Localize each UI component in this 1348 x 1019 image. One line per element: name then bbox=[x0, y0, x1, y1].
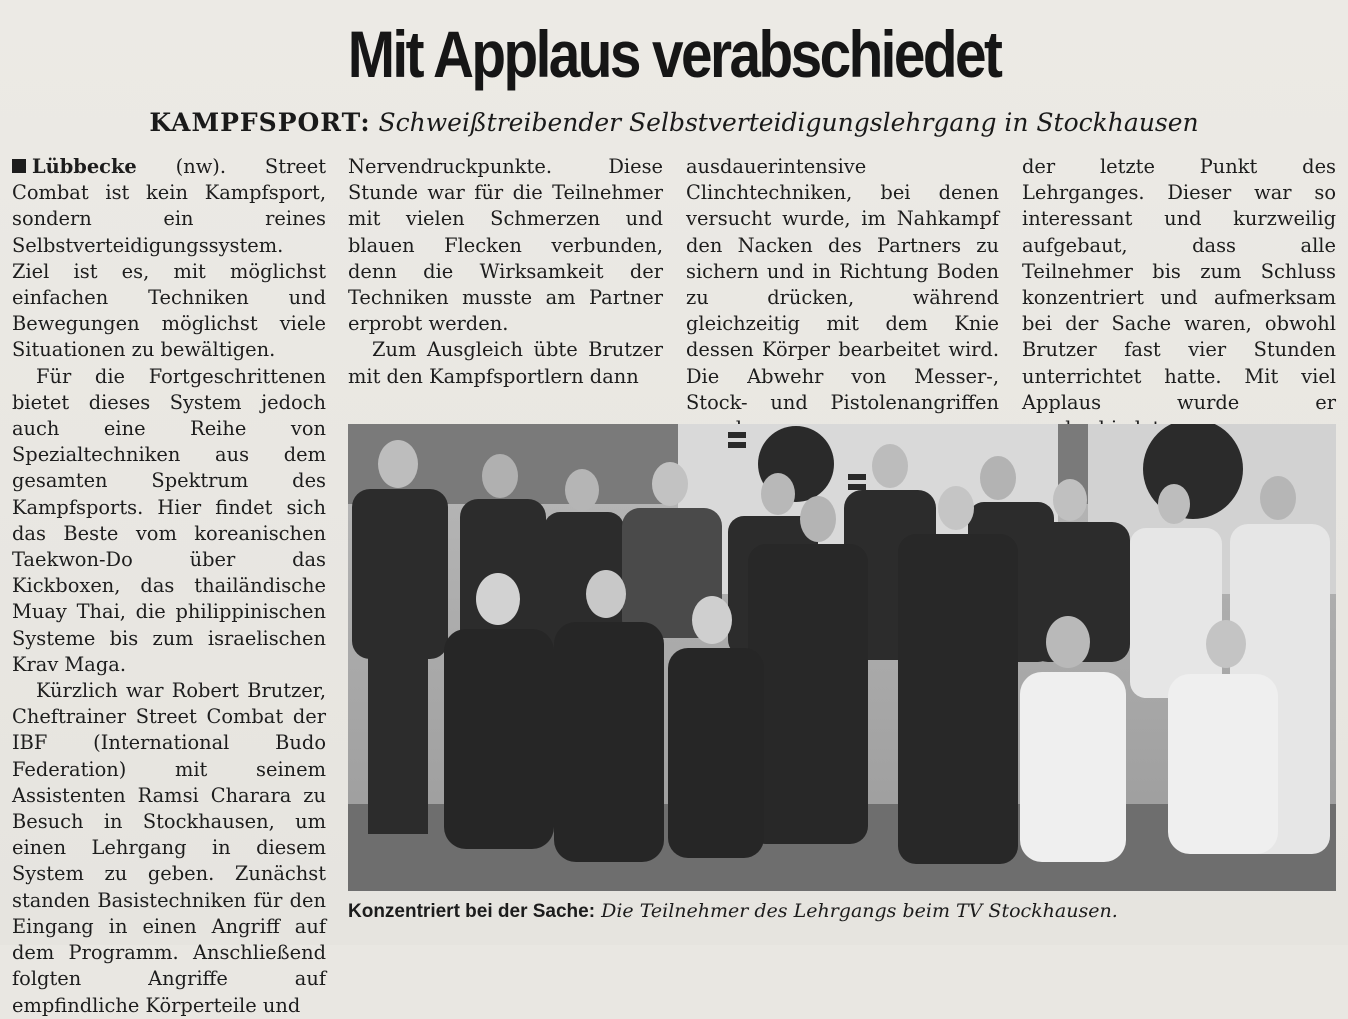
photo-caption bbox=[348, 900, 1336, 923]
paragraph: ausdauerintensive Clinchtechniken, bei denen versucht wurde, im Nahkampf den Nacken des Partners zu sichern und in Richtung Boden zu drücken, während gleichzeitig mit dem Knie dessen Körper bearbeitet wird. Die Abwehr von Messer-, Stock- und Pistolenangriffen bbox=[686, 155, 999, 414]
paragraph-text: (nw). Street Combat ist kein Kampfsport, sondern ein reines Selbstverteidigungssystem. Ziel ist es, mit möglichst einfachen Techniken und Bewegungen möglichst viele Situationen zu bewältigen. bbox=[12, 155, 326, 362]
paragraph bbox=[12, 154, 326, 364]
group-photo-illustration bbox=[348, 424, 1336, 891]
caption-label: Konzentriert bei der Sache: bbox=[348, 901, 596, 922]
subheadline bbox=[0, 108, 1348, 137]
text-column-1 bbox=[12, 154, 326, 1019]
square-bullet-icon bbox=[12, 159, 26, 173]
caption-text: Die Teilnehmer des Lehrgangs beim TV Stockhausen. bbox=[601, 900, 1118, 922]
paragraph: Für die Fortgeschrittenen bietet dieses System jedoch auch eine Reihe von Spezialtechniken aus dem gesamten Spektrum des Kampfsports. Hier findet sich das Beste vom koreanischen Taekwon-Do über das Kickboxen, das thailändische Muay Thai, die philippinischen Systeme bis zum israelischen Krav Maga. bbox=[12, 364, 326, 676]
group-photo bbox=[348, 424, 1336, 891]
paragraph: Kürzlich war Robert Brutzer, Cheftrainer Street Combat der IBF (International Budo Federation) mit seinem Assistenten Ramsi Charara zu Besuch in Stockhausen, um einen Lehrgang in diesem System zu geben. Zunächst standen Basistechniken für den Eingang in einen Angriff auf dem Programm. Anschließend folgten Angriffe auf empfindliche Körperteile und bbox=[12, 679, 326, 1017]
paragraph: der letzte Punkt des Lehrganges. Dieser war so interessant und kurzweilig aufgebaut, dass alle Teilnehmer bis zum Schluss konzentriert und aufmerksam bei der Sache waren, obwohl Brutzer fast vier Stunden unterrichtet hatte. Mit viel Applaus wurde er bbox=[1022, 155, 1336, 414]
headline: Mit Applaus verabschiedet bbox=[347, 17, 1001, 91]
paragraph: Nervendruckpunkte. Diese Stunde war für die Teilnehmer mit vielen Schmerzen und blauen Flecken verbunden, denn die Wirksamkeit der Techniken musste am Partner erprobt werden. bbox=[348, 155, 663, 336]
text-column-4 bbox=[1022, 154, 1336, 442]
kicker: KAMPFSPORT: bbox=[149, 108, 371, 137]
text-column-3 bbox=[686, 154, 999, 442]
text-column-2 bbox=[348, 154, 663, 390]
dateline: Lübbecke bbox=[32, 155, 137, 178]
deck: Schweißtreibender Selbstverteidigungslehrgang in Stockhausen bbox=[378, 108, 1199, 137]
paragraph: Zum Ausgleich übte Brutzer mit den Kampfsportlern dann bbox=[348, 338, 663, 388]
